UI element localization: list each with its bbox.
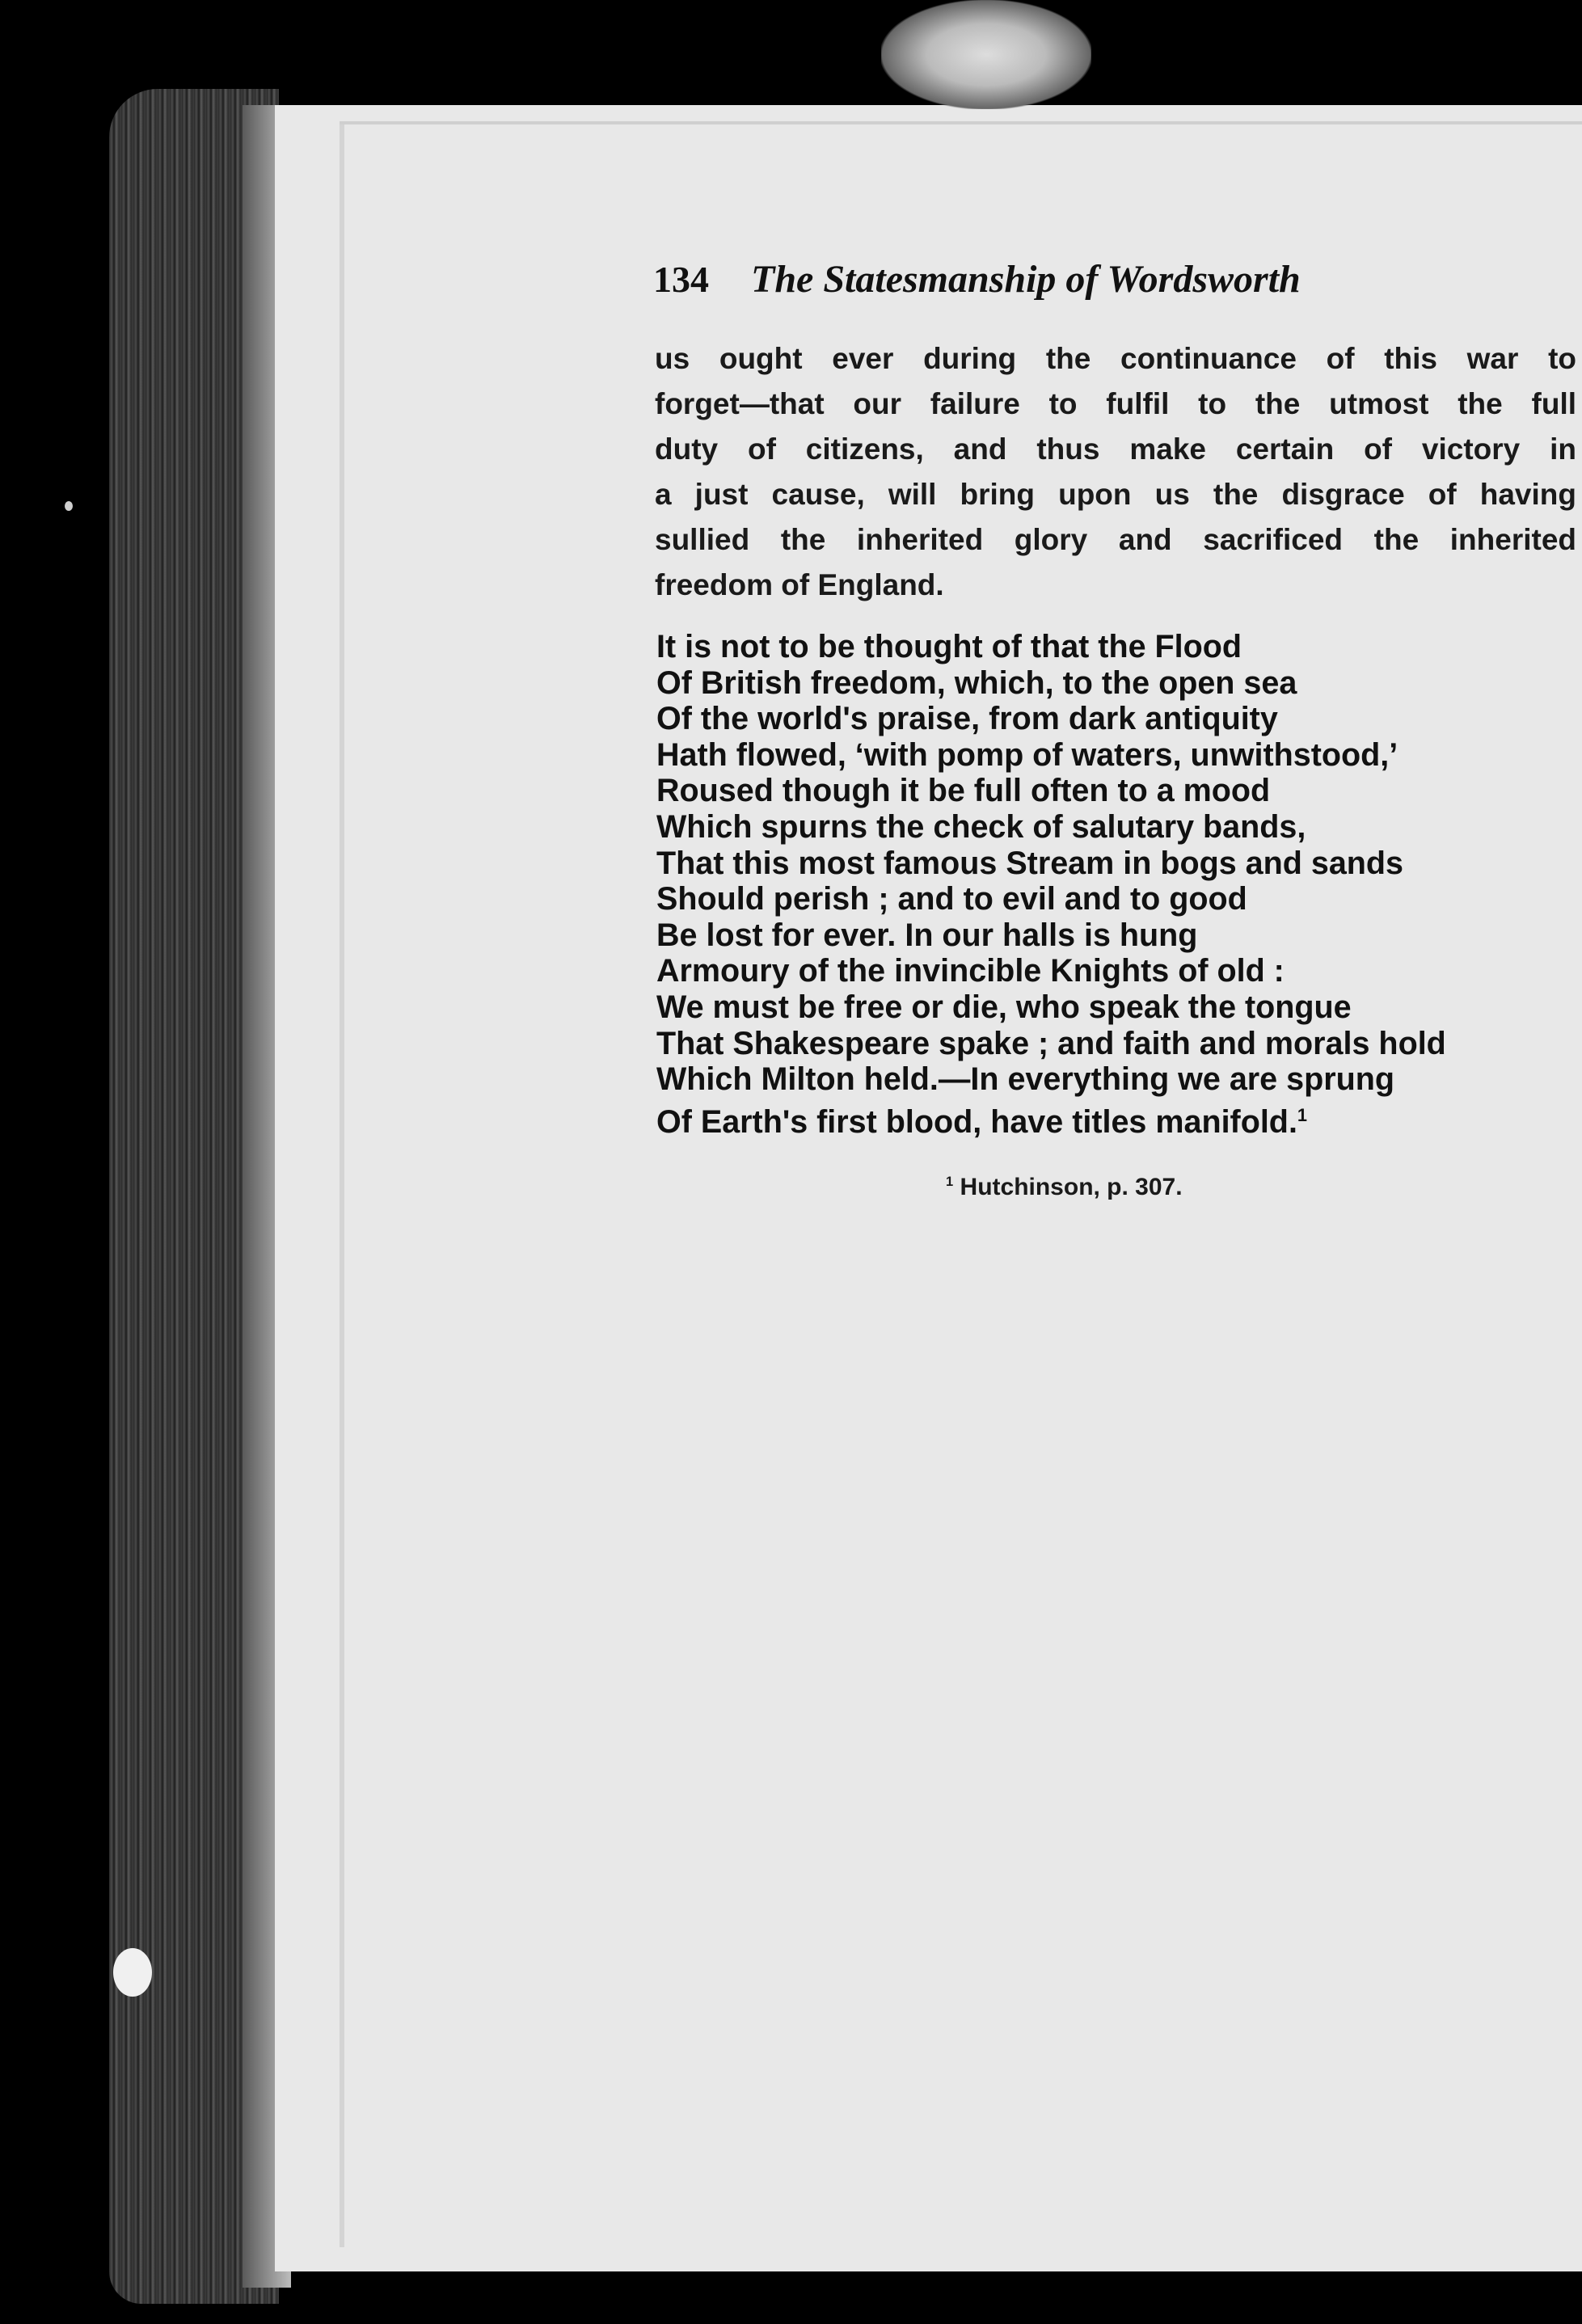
running-title: The Statesmanship of Wordsworth bbox=[751, 258, 1301, 301]
torn-paper-blemish bbox=[881, 0, 1091, 109]
prose-line: forget—that our failure to fulfil to the utmost the full bbox=[655, 387, 1576, 420]
poem-line: Which spurns the check of salutary bands, bbox=[656, 808, 1306, 845]
page-number: 134 bbox=[653, 259, 709, 300]
poem-line: Of British freedom, which, to the open sea bbox=[656, 664, 1297, 701]
footnote bbox=[946, 1174, 1183, 1201]
footnote-reference[interactable]: 1 bbox=[1297, 1104, 1308, 1125]
poem-line: That this most famous Stream in bogs and sands bbox=[656, 845, 1404, 881]
footnote-text: Hutchinson, p. 307. bbox=[960, 1174, 1183, 1200]
scan-speck bbox=[65, 501, 73, 511]
poem-line: We must be free or die, who speak the tongue bbox=[656, 989, 1352, 1025]
poem-line: Which Milton held.—In everything we are sprung bbox=[656, 1061, 1394, 1098]
poem-line: It is not to be thought of that the Flood bbox=[656, 629, 1242, 664]
prose-line: freedom of England. bbox=[655, 568, 944, 601]
prose-paragraph bbox=[655, 336, 1576, 608]
running-head bbox=[653, 257, 1582, 306]
poem-line: Roused though it be full often to a mood bbox=[656, 773, 1271, 809]
poem-line: Of the world's praise, from dark antiquity bbox=[656, 701, 1278, 737]
poem-line: Should perish ; and to evil and to good bbox=[656, 881, 1247, 917]
page-inner-edge bbox=[340, 121, 344, 2247]
page-top-edge bbox=[340, 121, 1582, 124]
poem-quotation bbox=[656, 629, 1582, 1140]
footnote-marker: 1 bbox=[946, 1175, 954, 1189]
poem-line-last bbox=[656, 1098, 1582, 1141]
poem-line: Be lost for ever. In our halls is hung bbox=[656, 917, 1198, 953]
page-edge-spot bbox=[113, 1948, 152, 1997]
prose-line: us ought ever during the continuance of this war to bbox=[655, 342, 1576, 375]
poem-line: That Shakespeare spake ; and faith and morals hold bbox=[656, 1025, 1446, 1061]
poem-line-text: Of Earth's first blood, have titles manifold. bbox=[656, 1103, 1297, 1140]
prose-line: sullied the inherited glory and sacrificed the inherited bbox=[655, 523, 1576, 556]
poem-line: Hath flowed, ‘with pomp of waters, unwithstood,’ bbox=[656, 736, 1398, 773]
prose-line: duty of citizens, and thus make certain of victory in bbox=[655, 432, 1576, 466]
poem-line: Armoury of the invincible Knights of old : bbox=[656, 953, 1285, 989]
prose-line: a just cause, will bring upon us the disgrace of having bbox=[655, 478, 1576, 511]
